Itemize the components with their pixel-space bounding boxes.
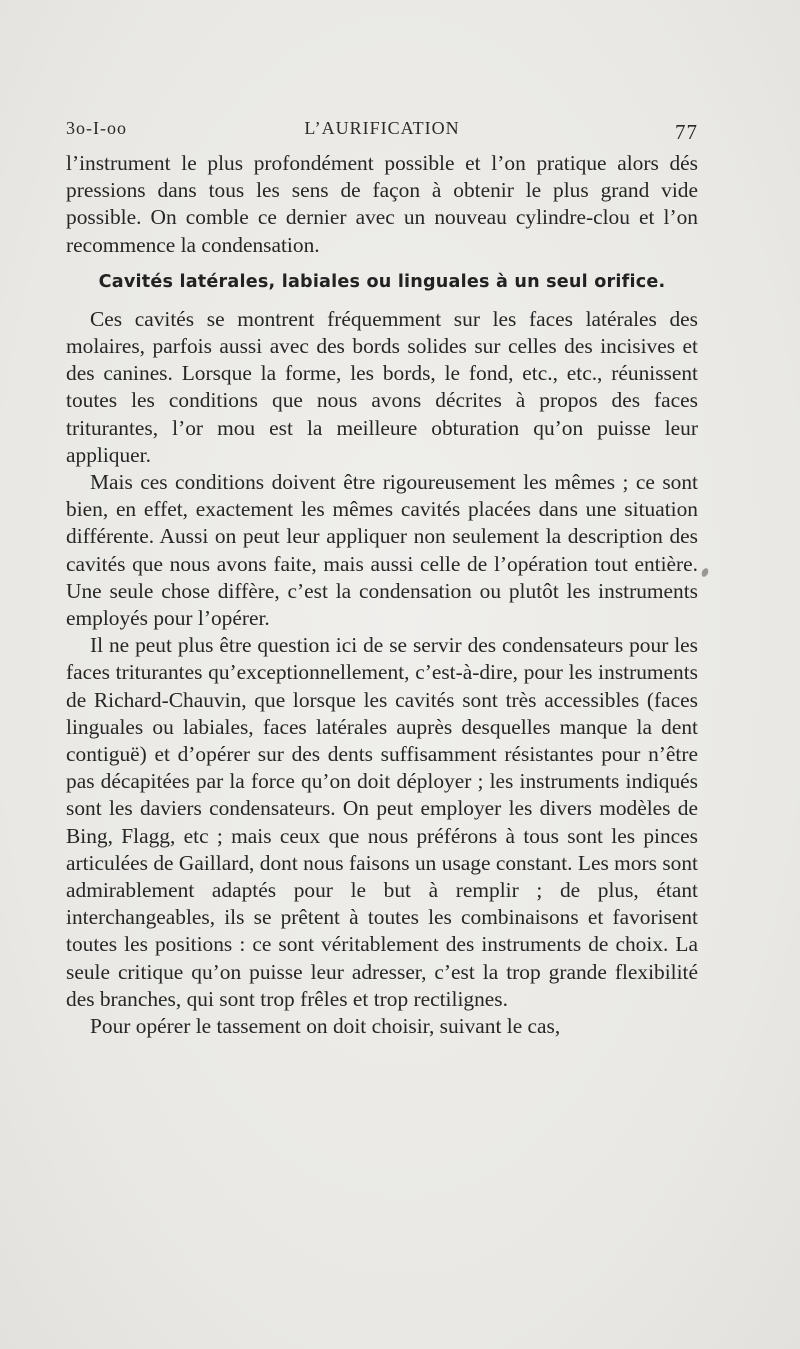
page-body xyxy=(66,150,698,1040)
paragraph-4: Il ne peut plus être question ici de se servir des condensateurs pour les faces triturantes qu’exceptionnellement, c’est-à-dire, pour les instruments de Richard-Chauvin, que lorsque les cavités sont très accessibles (faces linguales ou labiales, faces latérales auprès desquelles manque la dent contiguë) et d’opérer sur des dents suffisamment résistantes pour n’être pas décapitées par la force qu’on doit déployer ; les instruments indiqués sont les daviers condensateurs. On peut employer les divers modèles de Bing, Flagg, etc ; mais ceux que nous préférons à tous sont les pinces articulées de Gaillard, dont nous faisons un usage constant. Les mors sont admirablement adaptés pour le but à remplir ; de plus, étant interchangeables, ils se prêtent à toutes les combinaisons et favorisent toutes les positions : ce sont véritablement des instruments de choix. La seule critique qu’on puisse leur adresser, c’est la trop grande flexibilité des branches, qui sont trop frêles et trop rectilignes. xyxy=(66,633,698,1011)
signature-mark: 3o-I-oo xyxy=(66,118,127,138)
paragraph-2: Ces cavités se montrent fréquemment sur les faces latérales des molaires, parfois aussi avec des bords solides sur celles des incisives et des canines. Lorsque la forme, les bords, le fond, etc., etc., réunissent toutes les conditions que nous avons décrites à propos des faces triturantes, l’or mou est la meilleure obturation qu’on puisse leur appliquer. xyxy=(66,306,698,467)
section-heading: Cavités latérales, labiales ou linguales à un seul orifice. xyxy=(98,271,666,292)
running-head xyxy=(66,112,698,146)
paragraph-3: Mais ces conditions doivent être rigoureusement les mêmes ; ce sont bien, en effet, exactement les mêmes cavités placées dans une situation différente. Aussi on peut leur appliquer non seulement la description des cavités que nous avons faite, mais aussi celle de l’opération tout entière. Une seule chose diffère, c’est la condensation ou plutôt les instruments employés pour l’opérer. xyxy=(66,470,698,631)
paper-speck xyxy=(700,567,709,578)
paragraph-5: Pour opérer le tassement on doit choisir, suivant le cas, xyxy=(90,1014,561,1039)
page-number: 77 xyxy=(675,120,698,144)
chapter-title: L’AURIFICATION xyxy=(304,118,460,138)
paragraph-1: l’instrument le plus profondément possible et l’on pratique alors dés pressions dans tous les sens de façon à obtenir le plus grand vide possible. On comble ce dernier avec un nouveau cylindre-clou et l’on recommence la condensation. xyxy=(66,151,698,257)
